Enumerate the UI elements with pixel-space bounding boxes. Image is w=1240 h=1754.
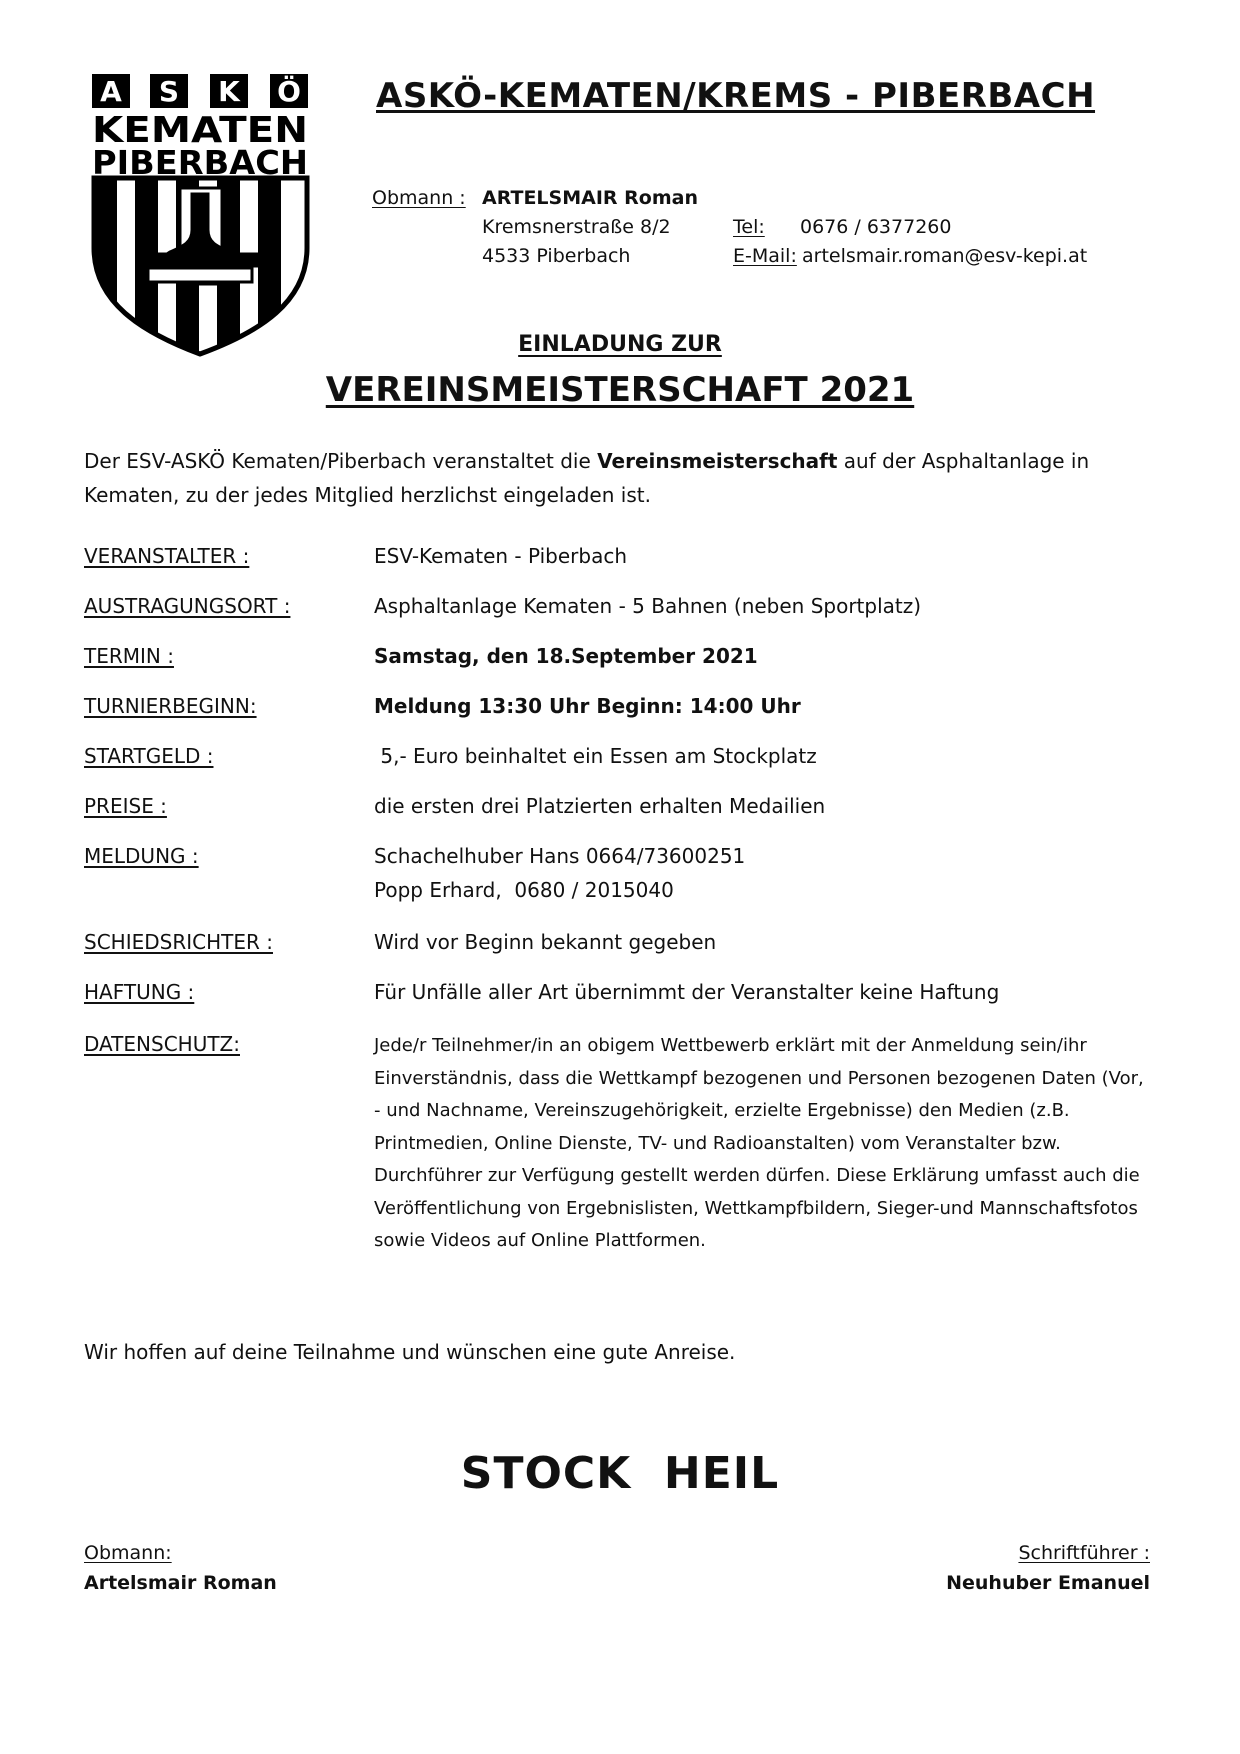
label-schiedsrichter: SCHIEDSRICHTER : — [84, 930, 273, 954]
label-veranstalter: VERANSTALTER : — [84, 544, 250, 568]
signature-left-role: Obmann: — [84, 1542, 172, 1564]
label-datenschutz: DATENSCHUTZ: — [84, 1032, 240, 1056]
label-austragungsort: AUSTRAGUNGSORT : — [84, 594, 291, 618]
email-label: E-Mail: — [733, 245, 797, 267]
chair-label: Obmann : — [372, 187, 466, 209]
greeting: STOCK HEIL — [460, 1448, 780, 1499]
intro-paragraph: Der ESV-ASKÖ Kematen/Piberbach veranstaltet die Vereinsmeisterschaft auf der Asphaltanlage in Kematen, zu der jedes Mitglied herzlichst eingeladen ist. — [84, 449, 1090, 507]
value-preise: die ersten drei Platzierten erhalten Medailien — [374, 794, 826, 818]
value-startgeld: 5,- Euro beinhaltet ein Essen am Stockplatz — [374, 744, 817, 768]
label-haftung: HAFTUNG : — [84, 980, 195, 1004]
label-termin: TERMIN : — [84, 644, 174, 668]
logo-letter-s: S — [158, 75, 180, 108]
logo-letter-a: A — [100, 75, 122, 108]
intro-bold: Vereinsmeisterschaft — [597, 449, 838, 473]
logo-piberbach: PIBERBACH — [92, 143, 308, 182]
value-turnierbeginn: Meldung 13:30 Uhr Beginn: 14:00 Uhr — [374, 694, 801, 718]
closing-text: Wir hoffen auf deine Teilnahme und wünschen eine gute Anreise. — [84, 1340, 736, 1364]
email-value[interactable]: artelsmair.roman@esv-kepi.at — [802, 245, 1088, 267]
chair-street: Kremsnerstraße 8/2 — [482, 216, 671, 238]
invitation-title: VEREINSMEISTERSCHAFT 2021 — [325, 370, 915, 410]
value-datenschutz: Jede/r Teilnehmer/in an obigem Wettbewerb erklärt mit der Anmeldung sein/ihr Einverständnis, dass die Wettkampf bezogenen und Personen bezogenen Daten (Vor, - und Nachname, Vereinszugehörigkeit, erzielte Ergebnisse) den Medien (z.B. Printmedien, Online Dienste, TV- und Radioanstalten) vom Veranstalter bzw. Durchführer zur Verfügung gestellt werden dürfen. Diese Erklärung umfasst auch die Veröffentlichung von Ergebnislisten, Wettkampfbildern, Sieger-und Mannschaftsfotos sowie Videos auf Online Plattformen. — [374, 1035, 1144, 1251]
logo-letter-boxes — [92, 74, 308, 108]
logo-kematen: KEMATEN — [92, 110, 308, 151]
value-austragungsort: Asphaltanlage Kematen - 5 Bahnen (neben Sportplatz) — [374, 594, 922, 618]
logo-letter-k: K — [218, 75, 240, 108]
value-termin: Samstag, den 18.September 2021 — [374, 644, 758, 668]
tel-label: Tel: — [733, 216, 765, 238]
club-title: ASKÖ-KEMATEN/KREMS - PIBERBACH — [376, 76, 1096, 116]
value-meldung-1: Schachelhuber Hans 0664/73600251 — [374, 844, 746, 868]
chair-city: 4533 Piberbach — [482, 245, 631, 267]
value-veranstalter: ESV-Kematen - Piberbach — [374, 544, 627, 568]
tel-value: 0676 / 6377260 — [800, 216, 952, 238]
label-turnierbeginn: TURNIERBEGINN: — [84, 694, 257, 718]
label-preise: PREISE : — [84, 794, 167, 818]
signature-right-name: Neuhuber Emanuel — [946, 1572, 1150, 1594]
chair-name: ARTELSMAIR Roman — [482, 187, 698, 209]
signature-right-role: Schriftführer : — [1018, 1542, 1150, 1564]
logo-letter-o: Ö — [277, 75, 301, 108]
value-schiedsrichter: Wird vor Beginn bekannt gegeben — [374, 930, 717, 954]
value-haftung: Für Unfälle aller Art übernimmt der Veranstalter keine Haftung — [374, 980, 1000, 1004]
value-meldung-2: Popp Erhard, 0680 / 2015040 — [374, 878, 674, 902]
label-meldung: MELDUNG : — [84, 844, 199, 868]
label-startgeld: STARTGELD : — [84, 744, 214, 768]
club-logo — [88, 70, 313, 360]
signature-left-name: Artelsmair Roman — [84, 1572, 277, 1594]
invitation-line1: EINLADUNG ZUR — [518, 332, 722, 357]
